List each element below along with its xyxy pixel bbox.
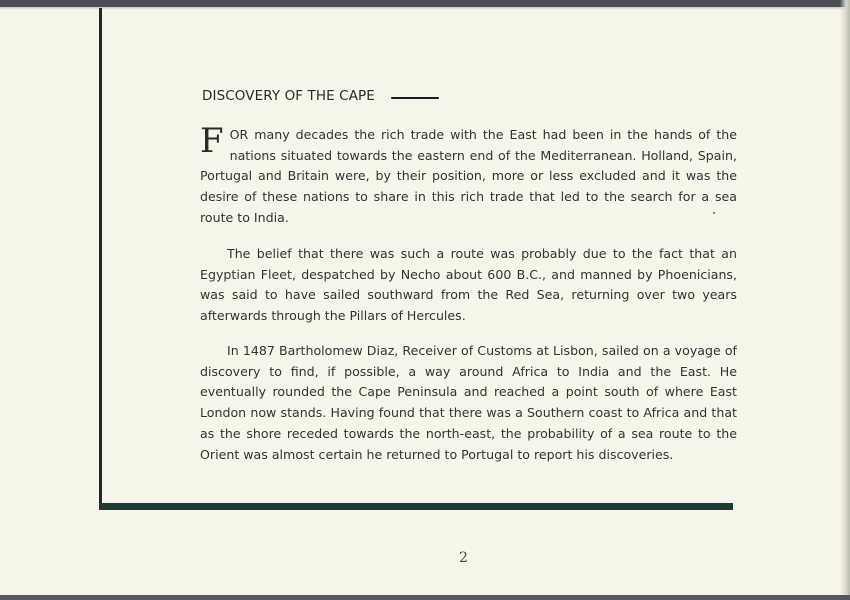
- paragraph-3-text: In 1487 Bartholomew Diaz, Receiver of Customs at Lisbon, sailed on a voyage of discovery to find, if possible, a way around Africa to India and the East. He eventually rounded the Cape Peninsula and reached a point south of where East London now stands. Having found that there was a Southern coast to Africa and that as the shore receded towards the north-east, the probability of a sea route to the Orient was almost certain he returned to Portugal to report his discoveries.: [200, 343, 737, 462]
- scan-top-edge: [0, 0, 850, 7]
- paper-speck: [713, 212, 715, 214]
- section-heading: DISCOVERY OF THE CAPE: [202, 88, 375, 104]
- drop-cap-letter: F: [200, 121, 224, 161]
- scan-right-edge: [840, 0, 850, 600]
- section-heading-row: [202, 88, 439, 104]
- page-frame-bottom-rule: [99, 503, 733, 510]
- scan-bottom-edge: [0, 595, 850, 600]
- page-frame-left-rule: [99, 8, 102, 506]
- page-number: 2: [459, 550, 468, 566]
- paragraph-3: [200, 341, 737, 465]
- paragraph-1-text: OR many decades the rich trade with the East had been in the hands of the nations situated towards the eastern end of the Mediterranean. Holland, Spain, Portugal and Britain were, by their position, more or less excluded and it was the desire of these nations to share in this rich trade that led to the search for a sea route to India.: [200, 127, 737, 225]
- paragraph-2-text: The belief that there was such a route was probably due to the fact that an Egyptian Fleet, despatched by Necho about 600 B.C., and manned by Phoenicians, was said to have sailed southward from the Red Sea, returning over two years afterwards through the Pillars of Hercules.: [200, 246, 737, 324]
- paragraph-2: [200, 244, 737, 327]
- paragraph-1: [200, 121, 737, 229]
- heading-underline-rule: [391, 97, 439, 99]
- scan-top-shadow: [0, 7, 850, 10]
